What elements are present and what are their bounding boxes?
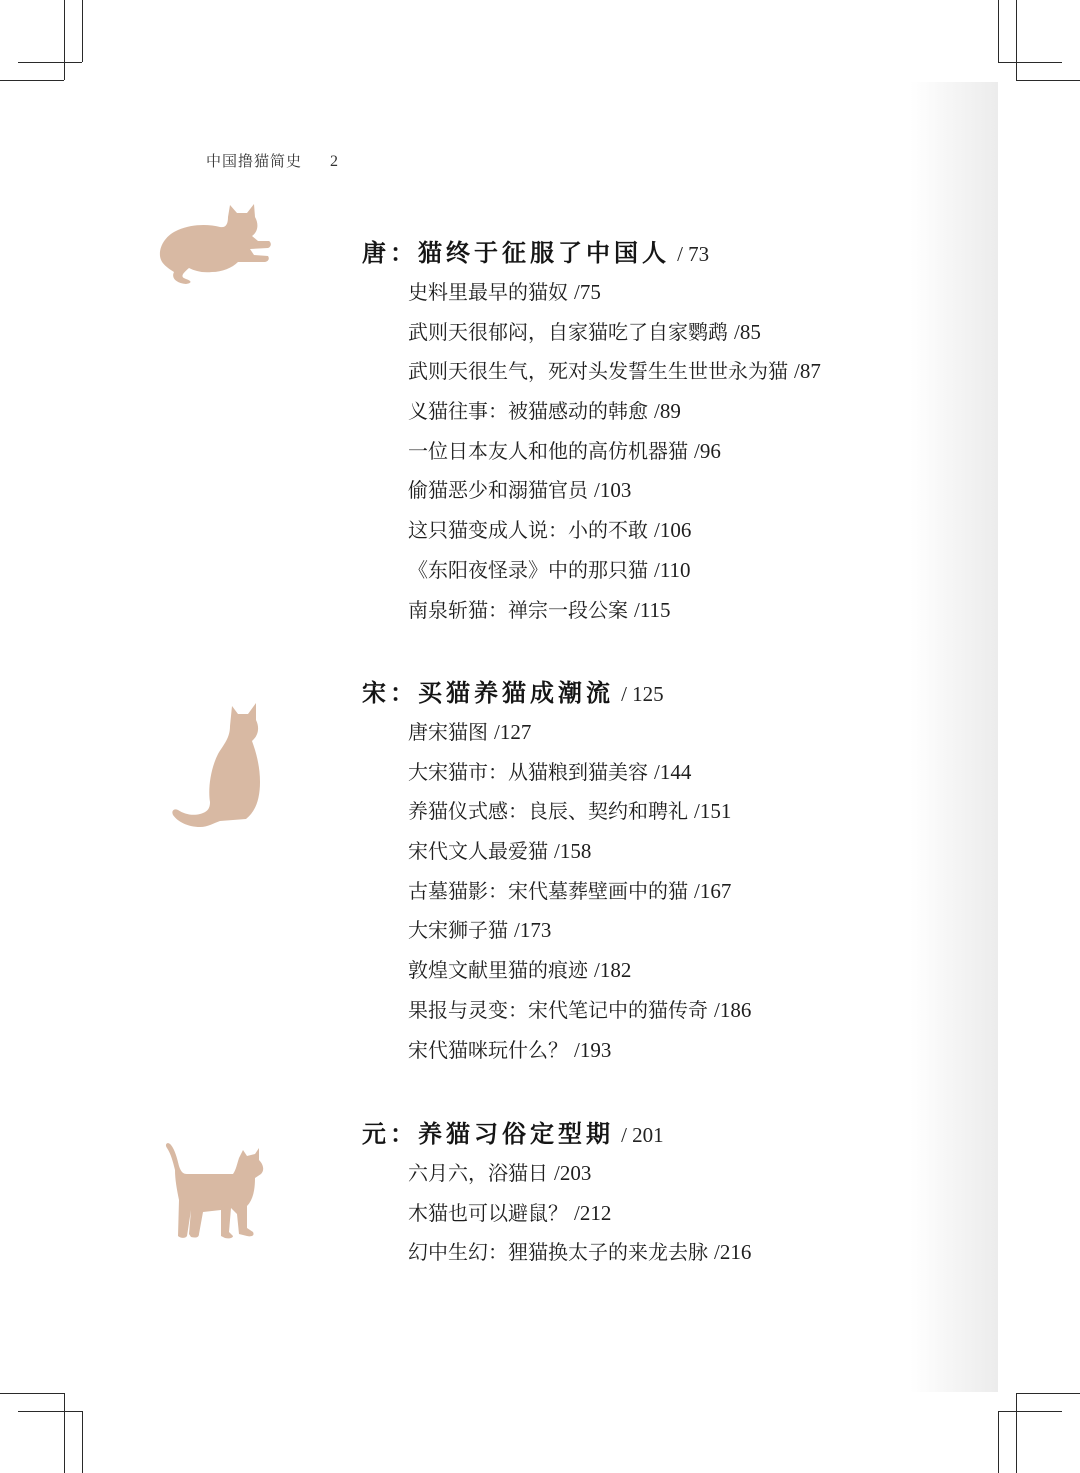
toc-entry[interactable] [408,991,751,1031]
crop-mark [1016,1393,1017,1473]
toc-section-yuan [362,1114,751,1273]
crop-mark [64,0,65,80]
entry-page: /89 [654,399,681,424]
toc-entry[interactable] [408,1233,751,1273]
crop-mark [0,1393,64,1394]
toc-section-song [362,673,751,1070]
crop-mark [998,1411,999,1473]
entry-title: 敦煌文献里猫的痕迹 [408,958,588,983]
entry-title: 幻中生幻：狸猫换太子的来龙去脉 [408,1240,708,1265]
entry-page: /85 [734,319,761,344]
crop-mark [998,0,999,62]
entry-title: 武则天很郁闷，自家猫吃了自家鹦鹉 [408,319,728,344]
entry-page: /216 [714,1240,752,1265]
entry-page: /110 [654,557,691,582]
section-page: / 73 [677,242,710,266]
entry-page: /193 [574,1037,612,1062]
toc-entry[interactable] [408,273,821,313]
toc-entry[interactable] [408,832,751,872]
entry-title: 南泉斩猫：禅宗一段公案 [408,597,628,622]
standing-cat-shape [166,1143,263,1238]
toc-entry[interactable] [408,352,821,392]
crop-mark [0,80,64,81]
entry-page: /87 [794,359,821,384]
toc-list [362,1154,751,1273]
entry-title: 偷猫恶少和溺猫官员 [408,478,588,503]
crop-mark [64,1393,65,1473]
section-title: 元：养猫习俗定型期 [362,1120,614,1148]
entry-page: /203 [554,1161,592,1185]
toc-list [362,273,821,630]
entry-title: 武则天很生气，死对头发誓生生世世永为猫 [408,359,788,384]
toc-entry[interactable] [408,792,751,832]
entry-title: 大宋猫市：从猫粮到猫美容 [408,759,648,784]
entry-title: 大宋狮子猫 [408,918,508,943]
crop-mark [998,1411,1062,1412]
toc-entry[interactable] [408,1194,751,1234]
toc-entry[interactable] [408,471,821,511]
section-page: / 201 [621,1123,664,1147]
running-head [206,150,339,171]
page-number: 2 [330,153,340,170]
entry-title: 果报与灵变：宋代笔记中的猫传奇 [408,997,708,1022]
entry-title: 木猫也可以避鼠？ [408,1200,568,1225]
entry-page: /103 [594,478,632,503]
toc-entry[interactable] [408,313,821,353]
crop-mark [998,62,1062,63]
entry-title: 义猫往事：被猫感动的韩愈 [408,399,648,424]
sitting-cat-icon [170,700,262,828]
crop-mark [1016,1393,1080,1394]
sitting-cat-shape [172,703,260,827]
entry-page: /167 [694,878,732,903]
toc-entry[interactable] [408,713,751,753]
entry-page: /212 [574,1200,612,1225]
entry-page: /186 [714,997,752,1022]
section-heading[interactable] [362,233,821,273]
entry-page: /96 [694,438,721,463]
entry-title: 六月六，浴猫日 [408,1161,548,1185]
crop-mark [1016,0,1017,80]
toc-entry[interactable] [408,753,751,793]
book-title: 中国撸猫简史 [206,152,303,170]
toc-entry[interactable] [408,551,821,591]
entry-title: 宋代猫咪玩什么？ [408,1037,568,1062]
toc-entry[interactable] [408,591,821,631]
toc-entry[interactable] [408,951,751,991]
section-title: 宋：买猫养猫成潮流 [362,679,614,707]
entry-page: /158 [554,839,592,864]
entry-page: /144 [654,759,692,784]
toc-entry[interactable] [408,911,751,951]
entry-page: /173 [514,918,552,943]
lying-cat-icon [158,202,272,284]
section-heading[interactable] [362,673,751,713]
toc-list [362,713,751,1070]
crop-mark [1016,80,1080,81]
entry-title: 养猫仪式感：良辰、契约和聘礼 [408,799,688,824]
entry-title: 一位日本友人和他的高仿机器猫 [408,438,688,463]
crop-mark [18,62,82,63]
entry-page: /127 [494,720,532,744]
entry-title: 唐宋猫图 [408,720,488,744]
crop-mark [18,1411,82,1412]
entry-title: 这只猫变成人说：小的不敢 [408,518,648,543]
section-title: 唐：猫终于征服了中国人 [362,239,670,267]
toc-entry[interactable] [408,432,821,472]
toc-section-tang [362,233,821,630]
crop-mark [82,0,83,62]
entry-title: 史料里最早的猫奴 [408,280,568,304]
toc-entry[interactable] [408,392,821,432]
section-page: / 125 [621,682,664,706]
entry-page: /115 [634,597,671,622]
entry-title: 古墓猫影：宋代墓葬壁画中的猫 [408,878,688,903]
entry-page: /75 [574,280,601,304]
standing-cat-icon [163,1140,267,1240]
page-edge-shade [910,82,998,1392]
entry-page: /182 [594,958,632,983]
entry-page: /151 [694,799,732,824]
entry-page: /106 [654,518,692,543]
section-heading[interactable] [362,1114,751,1154]
entry-title: 宋代文人最爱猫 [408,839,548,864]
toc-entry[interactable] [408,872,751,912]
toc-entry[interactable] [408,1031,751,1071]
crop-mark [82,1411,83,1473]
toc-entry[interactable] [408,1154,751,1194]
entry-title: 《东阳夜怪录》中的那只猫 [408,557,648,582]
toc-entry[interactable] [408,511,821,551]
lying-cat-shape [160,204,271,284]
